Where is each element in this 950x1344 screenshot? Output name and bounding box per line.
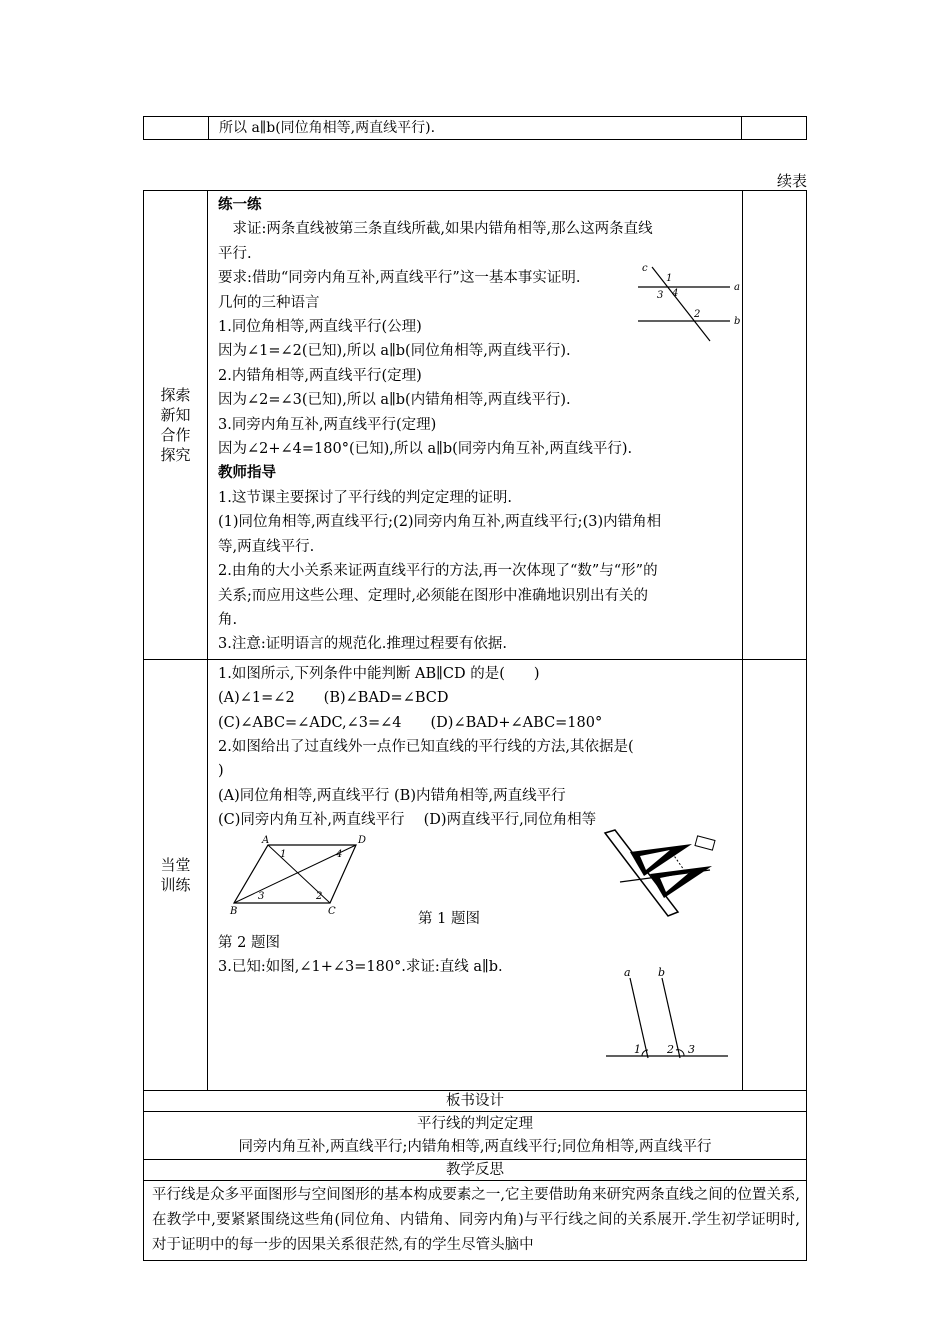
- text-line: 因为∠2+∠4=180°(已知),所以 a∥b(同旁内角互补,两直线平行).: [218, 441, 633, 458]
- explore-side-label: 探索 新知 合作 探究: [144, 191, 208, 660]
- text-line: 几何的三种语言: [218, 294, 320, 311]
- practice-content: [208, 659, 743, 1090]
- text-line: (C)∠ABC=∠ADC,∠3=∠4 (D)∠BAD+∠ABC=180°: [218, 714, 603, 731]
- explore-content: [208, 191, 743, 660]
- text-line: 3.注意:证明语言的规范化.推理过程要有依据.: [218, 636, 507, 653]
- top-table: [143, 116, 807, 140]
- svg-text:D: D: [358, 834, 367, 846]
- fig2-set-square: [600, 828, 730, 918]
- text-line: 因为∠1=∠2(已知),所以 a∥b(同位角相等,两直线平行).: [218, 343, 571, 360]
- svg-text:2: 2: [667, 1042, 674, 1056]
- fig2-caption: 第 2 题图: [218, 934, 280, 951]
- svg-text:4: 4: [336, 848, 343, 860]
- text-line: 平行.: [218, 245, 252, 262]
- svg-text:2: 2: [694, 309, 701, 320]
- fig3-lines-ab: [604, 966, 734, 1066]
- reflection-heading: 教学反思: [144, 1159, 807, 1180]
- text-line: 教师指导: [218, 464, 276, 482]
- svg-text:4: 4: [672, 288, 679, 299]
- board-content: [144, 1111, 807, 1159]
- text-line: 角.: [218, 611, 238, 628]
- svg-text:b: b: [734, 316, 741, 327]
- text-line: 1.这节课主要探讨了平行线的判定定理的证明.: [218, 489, 512, 506]
- question-3: 3.已知:如图,∠1+∠3=180°.求证:直线 a∥b.: [218, 959, 503, 976]
- reflection-text: 平行线是众多平面图形与空间图形的基本构成要素之一,它主要借助角来研究两条直线之间的位置关系,在教学中,要紧紧围绕这些角(同位角、内错角、同旁内角)与平行线之间的关系展开.学生初学证明时,对于证明中的每一步的因果关系很茫然,有的学生尽管头脑中: [144, 1180, 807, 1260]
- text-line: (A)∠1=∠2 (B)∠BAD=∠BCD: [218, 690, 449, 707]
- text-line: 1.如图所示,下列条件中能判断 AB∥CD 的是( ): [218, 665, 540, 682]
- practice-side-label: 当堂 训练: [144, 659, 208, 1090]
- top-left-cell: [144, 117, 209, 140]
- svg-text:c: c: [642, 263, 648, 274]
- text-line: 求证:两条直线被第三条直线所截,如果内错角相等,那么这两条直线: [218, 221, 653, 238]
- text-line: 2.内错角相等,两直线平行(定理): [218, 367, 422, 384]
- svg-text:1: 1: [634, 1042, 641, 1056]
- text-line: 2.由角的大小关系来证两直线平行的方法,再一次体现了“数”与“形”的: [218, 563, 658, 580]
- practice-right-cell: [743, 659, 807, 1090]
- top-text: 所以 a∥b(同位角相等,两直线平行).: [209, 117, 742, 140]
- text-line: ): [218, 763, 224, 780]
- svg-text:a: a: [624, 965, 631, 979]
- svg-text:b: b: [658, 965, 666, 979]
- text-line: 关系;而应用这些公理、定理时,必须能在图形中准确地识别出有关的: [218, 587, 648, 604]
- svg-text:3: 3: [258, 890, 265, 902]
- board-title: 平行线的判定定理: [417, 1115, 533, 1132]
- svg-text:1: 1: [666, 273, 673, 284]
- text-line: 要求:借助“同旁内角互补,两直线平行”这一基本事实证明.: [218, 270, 581, 287]
- top-right-cell: [742, 117, 807, 140]
- board-heading: 板书设计: [144, 1090, 807, 1111]
- svg-text:3: 3: [657, 290, 664, 301]
- fig1-caption: 第 1 题图: [418, 910, 480, 927]
- svg-text:a: a: [734, 282, 740, 293]
- text-line: (1)同位角相等,两直线平行;(2)同旁内角互补,两直线平行;(3)内错角相: [218, 514, 662, 531]
- text-line: 练一练: [218, 196, 262, 213]
- text-line: 3.同旁内角互补,两直线平行(定理): [218, 416, 437, 433]
- svg-text:1: 1: [280, 848, 287, 860]
- svg-text:3: 3: [688, 1042, 695, 1056]
- fig1-parallelogram: [224, 835, 374, 915]
- text-line: 等,两直线平行.: [218, 538, 315, 555]
- continued-label: 续表: [776, 172, 807, 190]
- text-line: (A)同位角相等,两直线平行 (B)内错角相等,两直线平行: [218, 787, 566, 804]
- svg-text:2: 2: [316, 890, 323, 902]
- lesson-table: [143, 190, 807, 1261]
- svg-text:B: B: [230, 905, 238, 915]
- text-line: 2.如图给出了过直线外一点作已知直线的平行线的方法,其依据是(: [218, 738, 634, 755]
- parallel-lines-figure: [630, 257, 760, 342]
- board-text: 同旁内角互补,两直线平行;内错角相等,两直线平行;同位角相等,两直线平行: [238, 1138, 712, 1155]
- svg-text:C: C: [328, 905, 336, 915]
- text-line: 因为∠2=∠3(已知),所以 a∥b(内错角相等,两直线平行).: [218, 392, 571, 409]
- text-line: 1.同位角相等,两直线平行(公理): [218, 319, 422, 336]
- svg-text:A: A: [262, 834, 270, 846]
- text-line: (C)同旁内角互补,两直线平行 (D)两直线平行,同位角相等: [218, 812, 597, 829]
